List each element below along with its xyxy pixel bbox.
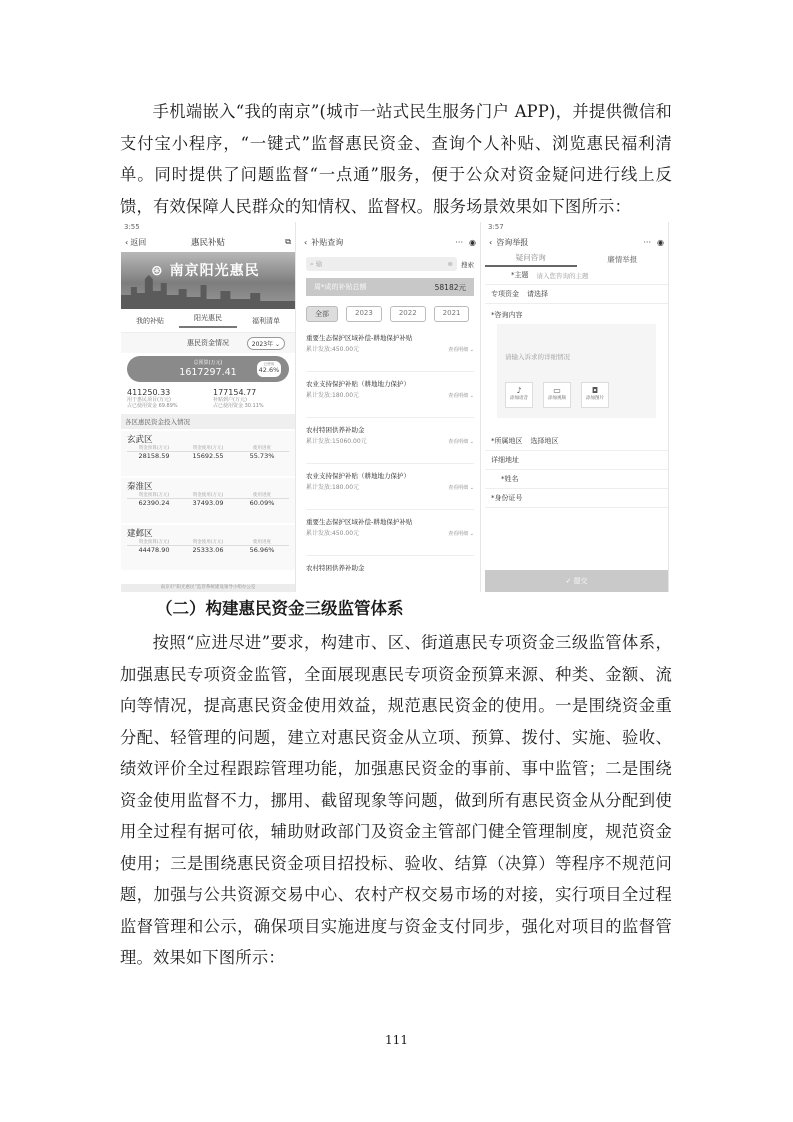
status-time: 3:57 [488,223,504,231]
tab-bar [121,309,295,333]
search-input[interactable]: ⌕ 输 ⊗ [306,257,457,271]
status-time: 3:55 [124,223,140,231]
tab-bar [485,252,668,266]
logo-icon: ⊛ [151,263,164,279]
add-video-button[interactable]: ▭ 添加视频 [543,382,571,408]
view-detail-link[interactable]: 查看明细 ⌄ [448,347,474,353]
search-button[interactable]: 搜索 [461,260,474,269]
tab-my-subsidy[interactable]: 我的补贴 [136,316,164,325]
year-filter [300,302,480,326]
tab-sunshine[interactable]: 阳光惠民 [179,313,237,328]
body-paragraph: 按照“应进尽进”要求，构建市、区、街道惠民专项资金三级监管体系，加强惠民专项资金监管，全面展现惠民专项资金预算来源、种类、金额、流向等情况，提高惠民资金使用效益，规范惠民资金的使用。一是围绕资金重分配、轻管理的问题，建立对惠民资金从立项、预算、拨付、实施、验收、绩效评价全过程跟踪管理功能，加强惠民资金的事前、事中监管；二是围绕资金使用监督不力，挪用、截留现象等问题，做到所有惠民资金从分配到使用全过程有据可依，辅助财政部门及资金主管部门健全管理制度，规范资金使用；三是围绕惠民资金项目招投标、验收、结算（决算）等程序不规范问题，加强与公共资源交易中心、农村产权交易市场的对接，实行项目全过程监督管理和公示，确保项目实施进度与资金支付同步，强化对项目的监督管理。效果如下图所示： [120,633,672,967]
subsidy-total-value: 58182元 [434,282,466,292]
content-textarea[interactable]: 请输入诉求的详细情况 ♪ 添加语音 ▭ 添加视频 ◘ 添加图片 [497,324,656,418]
subject-field[interactable]: *主题 请入您咨询的主题 [485,266,668,285]
more-icon[interactable]: ··· [643,237,652,247]
year-select[interactable]: 2023年 ⌄ [247,337,285,350]
nav-bar [485,232,668,252]
total-budget-card: 总预算(万元) 1617297.41 已使用 42.6% [127,356,289,382]
address-field[interactable]: 详细地址 [485,451,668,470]
chevron-left-icon: ‹ [125,237,129,247]
nav-bar [300,232,480,252]
back-button[interactable] [304,238,307,247]
tab-inquiry[interactable]: 疑问咨询 [485,252,577,267]
upload-buttons [505,382,609,408]
submit-button[interactable]: ✓ 提交 [485,570,668,592]
app-screenshots-figure [121,222,673,592]
chevron-left-icon: ‹ [489,237,493,247]
chevron-left-icon: ‹ [304,237,308,247]
add-image-button[interactable]: ◘ 添加图片 [581,382,609,408]
district-card[interactable]: 玄武区 资金预算(万元) 28158.59 资金使用(万元) 15692.55 使用进度 55.73% [121,431,295,476]
tab-report[interactable]: 廉情举报 [607,254,638,264]
page-title: 咨询举报 [496,237,529,247]
microphone-icon: ♪ [516,386,522,395]
total-budget-value: 1617297.41 [179,367,237,378]
household-funds-value: 177154.77 [213,388,257,397]
page-number: 111 [385,1033,408,1047]
brand-banner [121,252,295,309]
phone-subsidy-query [300,222,481,592]
view-detail-link[interactable]: 查看明细 ⌄ [448,485,474,491]
phone-subsidy-overview [121,222,296,592]
video-icon: ▭ [553,386,561,395]
name-field[interactable]: *姓名 [485,470,668,489]
list-item[interactable]: 重要生态保护区域补偿-耕地保护补贴 累计发放:450.00元 查看明细 ⌄ [306,514,474,556]
add-voice-button[interactable]: ♪ 添加语音 [505,382,533,408]
id-number-field[interactable]: *身份证号 [485,489,668,508]
share-icon[interactable]: ⧉ [285,237,291,246]
year-chip-all[interactable]: 全部 [306,306,338,322]
list-item[interactable]: 农业支持保护补贴（耕地地力保护） 累计发放:180.00元 查看明细 ⌄ [306,468,474,510]
search-icon: ⌕ [310,260,314,268]
district-card[interactable]: 秦淮区 资金预算(万元) 62390.24 资金使用(万元) 37493.09 使用进度 60.09% [121,478,295,523]
list-item[interactable]: 重要生态保护区域补偿-耕地保护补贴 累计发放:450.00元 查看明细 ⌄ [306,330,474,372]
region-select[interactable]: *所属地区 选择地区 [485,432,668,451]
project-funds-value: 411250.33 [127,388,171,397]
view-detail-link[interactable]: 查看明细 ⌄ [448,393,474,399]
list-item[interactable]: 农村特困供养补助金 [306,560,474,592]
back-button[interactable] [489,238,492,247]
district-card[interactable]: 建邺区 资金预算(万元) 44478.90 资金使用(万元) 25333.06 使用进度 56.96% [121,525,295,570]
usage-split: 411250.33 用于惠民项目(万元) 占已使用资金 69.89% 177154.77 补贴到户(万元) 占已使用资金 30.11% [121,385,295,412]
list-item[interactable]: 农村特困供养补助金 累计发放:15060.00元 查看明细 ⌄ [306,422,474,464]
page-title: 补贴查询 [311,237,344,247]
close-target-icon[interactable]: ◉ [469,237,476,247]
camera-icon: ◘ [591,386,599,395]
view-detail-link[interactable]: 查看明细 ⌄ [448,531,474,537]
section-heading: （二）构建惠民资金三级监管体系 [156,599,404,618]
search-row [306,256,474,272]
list-item[interactable]: 农业支持保护补贴（耕地地力保护） 累计发放:180.00元 查看明细 ⌄ [306,376,474,418]
year-chip-2023[interactable]: 2023 [346,306,382,322]
district-section-header: 各区惠民资金投入情况 [121,414,295,429]
year-chip-2021[interactable]: 2021 [434,306,470,322]
view-detail-link[interactable]: 查看明细 ⌄ [448,439,474,445]
footer-credit: 南京市“阳光惠民”监管系统建设领导小组办公室 [121,584,295,592]
intro-paragraph: 手机端嵌入“我的南京”(城市一站式民生服务门户 APP)，并提供微信和支付宝小程序，“一键式”监督惠民资金、查询个人补贴、浏览惠民福利清单。同时提供了问题监督“一点通”服务，便于公众对资金疑问进行线上反馈，有效保障人民群众的知情权、监督权。服务场景效果如下图所示： [120,102,672,216]
fund-select[interactable]: 专项资金 请选择 [485,285,668,304]
phone-consult-report [485,222,669,592]
back-button[interactable]: ‹ 返回 [125,237,147,247]
funds-section-header: 惠民资金情况 2023年 ⌄ [121,333,295,353]
usage-percent: 已使用 42.6% [257,361,281,377]
close-target-icon[interactable]: ◉ [657,237,664,247]
clear-icon[interactable]: ⊗ [447,260,453,268]
content-label: *咨询内容 [491,311,523,319]
more-icon[interactable]: ··· [455,237,464,247]
brand-title: ⊛ 南京阳光惠民 [151,263,260,279]
year-chip-2022[interactable]: 2022 [390,306,426,322]
subsidy-total-bar: 周*成的补贴总额 58182元 [306,278,474,296]
tab-welfare-list[interactable]: 福利清单 [252,316,280,325]
page-title: 惠民补贴 [190,238,225,248]
nav-bar [121,232,295,252]
